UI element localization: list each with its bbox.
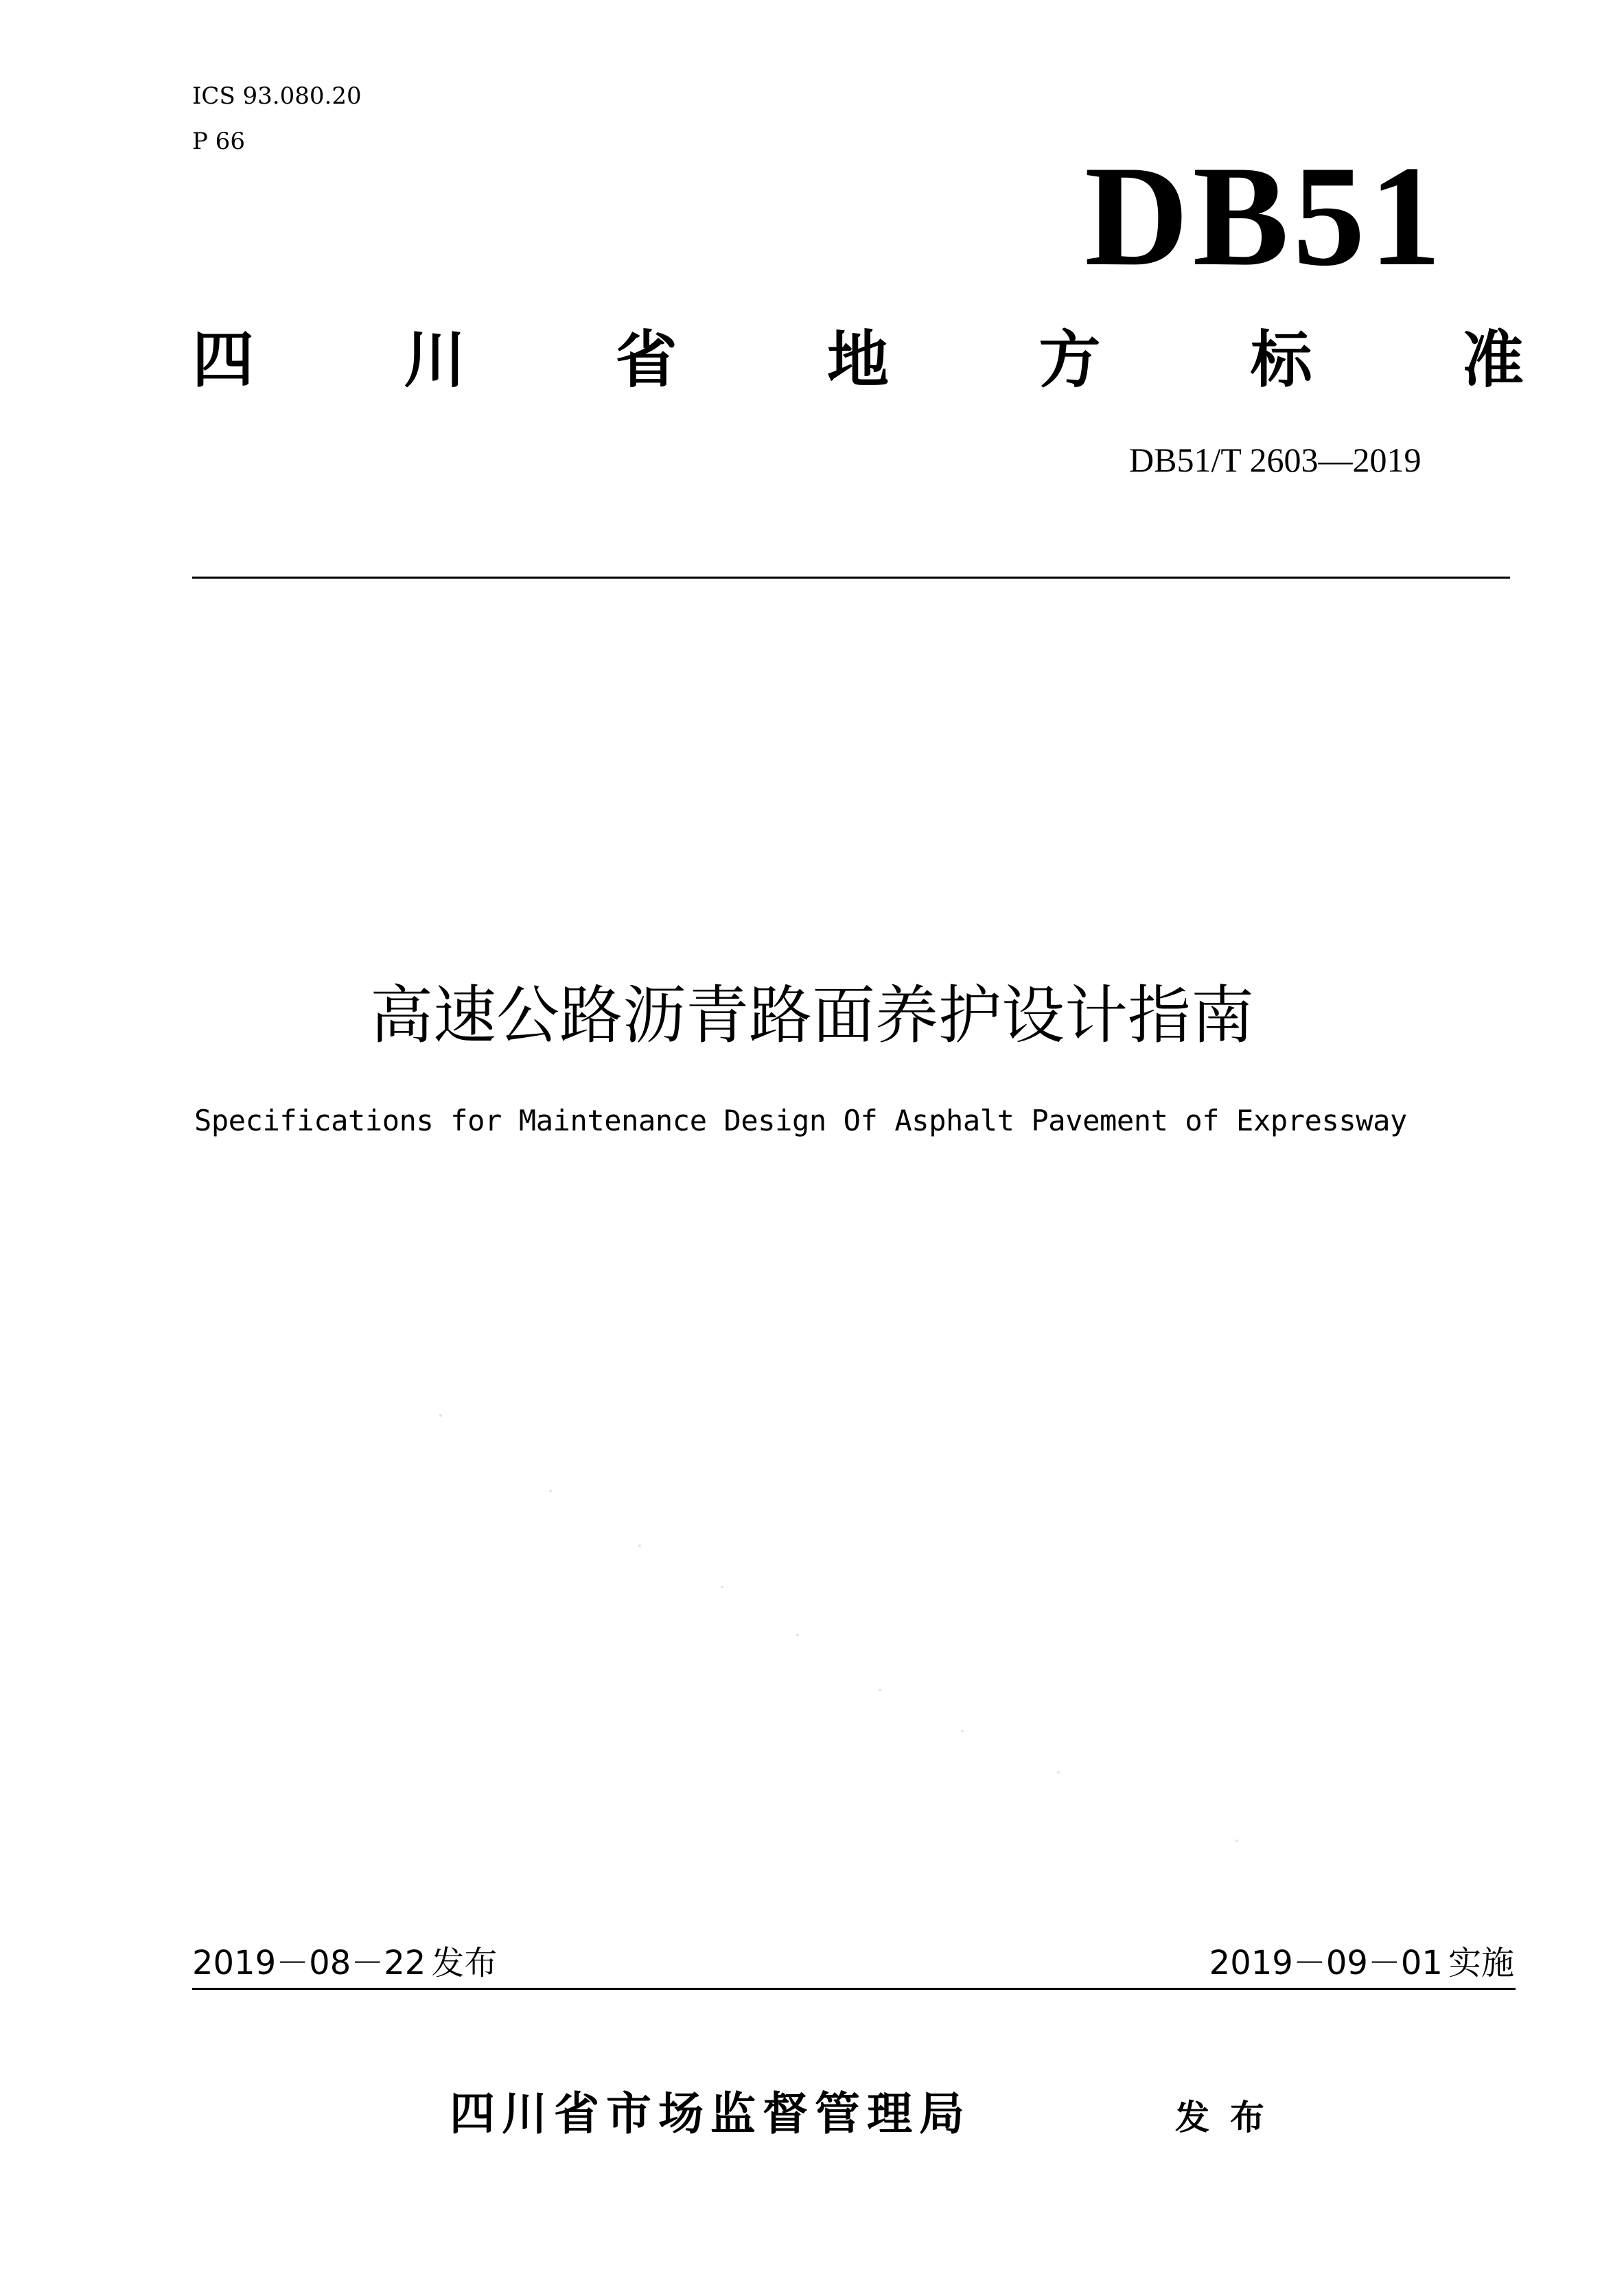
header-divider bbox=[192, 577, 1510, 579]
issuing-authority: 四川省市场监督管理局 bbox=[450, 2087, 971, 2140]
issuing-label: 发布 bbox=[1175, 2098, 1285, 2137]
implement-date-block bbox=[1209, 1943, 1514, 1984]
standard-type-char: 方 bbox=[1039, 324, 1101, 396]
document-title-chinese: 高速公路沥青路面养护设计指南 bbox=[369, 979, 1254, 1052]
classification-code: P 66 bbox=[192, 128, 245, 155]
db51-logo: DB51 bbox=[1084, 137, 1446, 296]
standard-type-char: 四 bbox=[192, 324, 254, 396]
release-label: 发布 bbox=[431, 1944, 498, 1982]
footer-divider bbox=[192, 1988, 1516, 1990]
implement-label: 实施 bbox=[1448, 1944, 1514, 1982]
standard-type-char: 省 bbox=[615, 324, 677, 396]
document-title-english: Specifications for Maintenance Design Of Asphalt Pavement of Expressway bbox=[194, 1104, 1407, 1137]
implement-date: 2019－09－01 bbox=[1209, 1944, 1443, 1982]
standard-type-char: 川 bbox=[404, 324, 466, 396]
standard-number: DB51/T 2603—2019 bbox=[1129, 441, 1422, 479]
release-date: 2019－08－22 bbox=[192, 1944, 426, 1982]
ics-code: ICS 93.080.20 bbox=[192, 82, 362, 110]
release-date-block bbox=[192, 1943, 497, 1984]
standard-type-char: 地 bbox=[826, 324, 889, 396]
standard-type-char: 标 bbox=[1250, 324, 1312, 396]
standard-type-heading bbox=[192, 323, 1524, 398]
standard-type-char: 准 bbox=[1461, 324, 1524, 396]
